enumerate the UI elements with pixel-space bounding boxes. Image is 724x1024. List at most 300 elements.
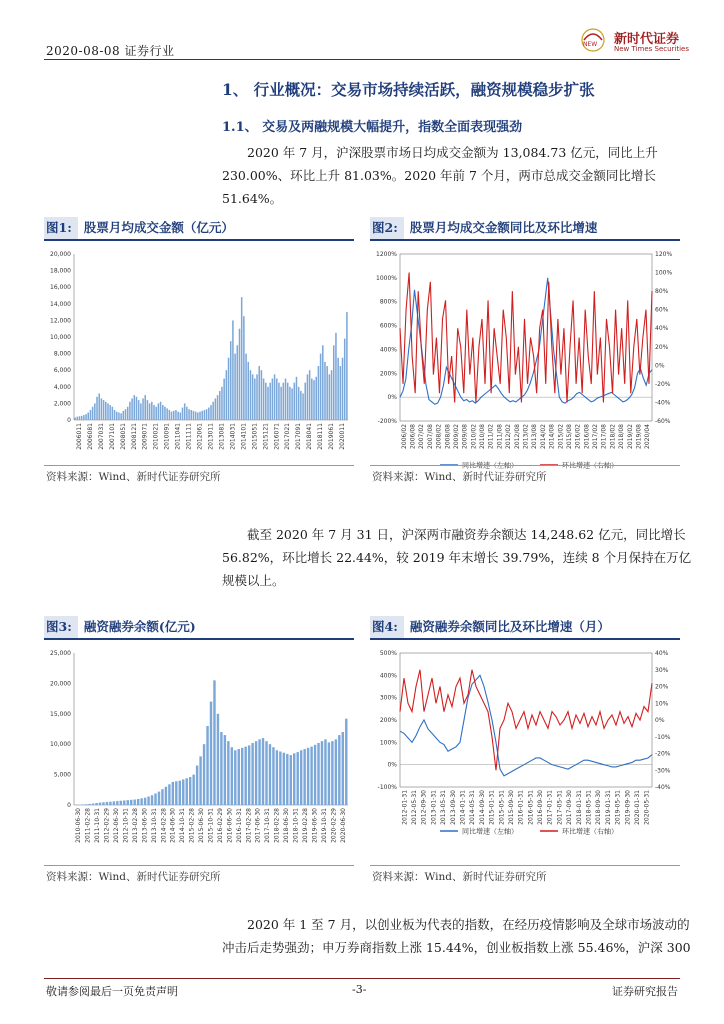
bar bbox=[147, 796, 149, 805]
bar bbox=[175, 781, 177, 805]
bar bbox=[321, 741, 323, 805]
bar bbox=[87, 413, 89, 420]
x-tick-label: 2008/08 bbox=[444, 424, 452, 449]
x-tick-label: 2018-09-30 bbox=[595, 790, 603, 825]
bar bbox=[226, 370, 228, 420]
bar bbox=[206, 726, 208, 805]
bar bbox=[107, 403, 109, 420]
x-tick-label: 2017-09-30 bbox=[566, 790, 574, 825]
bar bbox=[102, 802, 104, 805]
x-tick-label: 2016/08 bbox=[583, 424, 591, 449]
bar bbox=[186, 778, 188, 805]
page-number: -3- bbox=[352, 983, 367, 996]
bar bbox=[184, 403, 186, 420]
x-tick-label: 2018/02 bbox=[609, 424, 617, 449]
x-tick-label: 2019-01-31 bbox=[604, 790, 612, 825]
x-tick-label: 2012/02 bbox=[505, 424, 513, 449]
x-tick-label: 2014-01-31 bbox=[459, 790, 467, 825]
bar bbox=[105, 402, 107, 420]
bar bbox=[286, 754, 288, 805]
bar bbox=[188, 409, 190, 420]
bar bbox=[172, 782, 174, 805]
bar bbox=[173, 411, 175, 420]
right-axis-tick-label: 100% bbox=[655, 269, 673, 277]
x-tick-label: 2019/08 bbox=[635, 424, 643, 449]
x-tick-label: 2007/02 bbox=[418, 424, 426, 449]
x-tick-label: 2017-01-31 bbox=[546, 790, 554, 825]
bar bbox=[267, 387, 269, 420]
bar bbox=[98, 393, 100, 420]
bar bbox=[314, 745, 316, 805]
paragraph-index-performance: 2020 年 1 至 7 月，以创业板为代表的指数，在经历疫情影响及全球市场波动的冲击后走势强劲；申万券商指数上涨 15.44%，创业板指数上涨 55.46%，沪深 300 bbox=[222, 917, 691, 955]
bar bbox=[285, 379, 287, 421]
bar bbox=[300, 750, 302, 805]
left-axis-tick-label: 400% bbox=[379, 346, 397, 354]
bar bbox=[120, 801, 122, 805]
legend-mom-label: 环比增速（右轴） bbox=[562, 827, 618, 836]
bar bbox=[309, 370, 311, 420]
bar bbox=[241, 297, 243, 420]
y-tick-label: 14,000 bbox=[50, 300, 71, 308]
bar bbox=[162, 405, 164, 420]
logo-english-name: New Times Securities bbox=[614, 45, 689, 53]
yoy-growth-line bbox=[400, 675, 652, 776]
y-tick-label: 20,000 bbox=[50, 251, 71, 258]
y-tick-label: 4,000 bbox=[53, 383, 71, 391]
bar bbox=[241, 748, 243, 805]
bar bbox=[212, 402, 214, 420]
bar bbox=[85, 414, 87, 420]
x-tick-label: 2018/08 bbox=[618, 424, 626, 449]
x-tick-label: 2017091 bbox=[295, 423, 303, 450]
paragraph-trading-volume: 2020 年 7 月，沪深股票市场日均成交金额为 13,084.73 亿元，同比上升 230.00%、环比上升 81.03%。2020 年前 7 个月，两市总成交金额同比增长 51.64%。 bbox=[222, 145, 658, 206]
figure-1-number: 图1: bbox=[44, 217, 78, 239]
figure-1-source-rule bbox=[44, 465, 354, 466]
bar bbox=[112, 407, 114, 420]
y-tick-label: 12,000 bbox=[50, 317, 71, 325]
right-axis-tick-label: 40% bbox=[655, 325, 669, 333]
y-tick-label: 0 bbox=[67, 417, 71, 424]
x-tick-label: 2020-01-31 bbox=[633, 790, 641, 825]
figure-2-header bbox=[370, 217, 680, 241]
x-tick-label: 2015-06-30 bbox=[198, 808, 206, 843]
y-tick-label: 2,000 bbox=[53, 400, 71, 408]
left-axis-tick-label: 300% bbox=[379, 694, 397, 702]
bar bbox=[213, 680, 215, 805]
x-tick-label: 2013-01-31 bbox=[430, 790, 438, 825]
bar bbox=[94, 403, 96, 420]
bar bbox=[258, 739, 260, 805]
figure-2-source-rule bbox=[370, 465, 680, 466]
bar bbox=[322, 345, 324, 420]
bar bbox=[326, 366, 328, 420]
bar bbox=[208, 408, 210, 420]
bar bbox=[289, 387, 291, 420]
x-tick-label: 2015121 bbox=[262, 423, 270, 450]
bar bbox=[160, 402, 162, 420]
bar bbox=[228, 358, 230, 420]
right-axis-tick-label: -40% bbox=[655, 784, 671, 791]
x-tick-label: 2017/08 bbox=[600, 424, 608, 449]
x-tick-label: 2008/02 bbox=[435, 424, 443, 449]
bar bbox=[276, 750, 278, 805]
bar bbox=[142, 398, 144, 420]
right-axis-tick-label: -20% bbox=[655, 750, 671, 758]
x-tick-label: 2012061 bbox=[196, 423, 204, 450]
footer-divider bbox=[44, 978, 680, 979]
x-tick-label: 2007031 bbox=[97, 423, 105, 450]
bar bbox=[74, 418, 76, 420]
x-tick-label: 2017-10-31 bbox=[264, 808, 272, 843]
bar bbox=[153, 405, 155, 420]
bar bbox=[169, 410, 171, 420]
bar bbox=[274, 374, 276, 420]
bar bbox=[199, 412, 201, 420]
bar bbox=[204, 410, 206, 420]
bar bbox=[109, 405, 111, 420]
x-tick-label: 2015-01-31 bbox=[488, 790, 496, 825]
x-tick-label: 2008121 bbox=[130, 423, 138, 450]
x-tick-label: 2012-02-29 bbox=[103, 808, 111, 843]
bar bbox=[310, 747, 312, 805]
left-axis-tick-label: 1000% bbox=[376, 274, 397, 282]
figure-4-source: 资料来源：Wind、新时代证券研究所 bbox=[372, 871, 547, 883]
x-tick-label: 2012/08 bbox=[513, 424, 521, 449]
bar bbox=[262, 738, 264, 805]
x-tick-label: 2013-05-31 bbox=[440, 790, 448, 825]
bar bbox=[313, 380, 315, 420]
x-tick-label: 2009/08 bbox=[461, 424, 469, 449]
bar bbox=[232, 320, 234, 420]
bar bbox=[191, 410, 193, 420]
figure-2-number: 图2: bbox=[370, 217, 404, 239]
bar bbox=[224, 735, 226, 805]
bar bbox=[193, 411, 195, 420]
bar bbox=[79, 416, 81, 420]
x-tick-label: 2018-06-30 bbox=[283, 808, 291, 843]
bar bbox=[317, 743, 319, 805]
bar bbox=[88, 804, 90, 805]
x-tick-label: 2011-02-28 bbox=[84, 808, 92, 843]
bar bbox=[280, 387, 282, 420]
x-tick-label: 2018-10-31 bbox=[292, 808, 300, 843]
bar bbox=[261, 370, 263, 420]
x-tick-label: 2019-02-28 bbox=[301, 808, 309, 843]
y-tick-label: 5,000 bbox=[53, 771, 71, 779]
x-tick-label: 2015-02-28 bbox=[188, 808, 196, 843]
bar bbox=[161, 789, 163, 805]
bar bbox=[307, 748, 309, 805]
bar bbox=[123, 411, 125, 420]
x-tick-label: 2011/02 bbox=[487, 424, 495, 449]
bar bbox=[231, 747, 233, 805]
legend-yoy-label: 同比增速（左轴） bbox=[462, 827, 518, 836]
figure-2-rule bbox=[370, 239, 680, 241]
bar bbox=[220, 732, 222, 805]
x-tick-label: 2014031 bbox=[229, 423, 237, 450]
x-tick-label: 2006081 bbox=[86, 423, 94, 450]
bar bbox=[144, 395, 146, 420]
figure-2-source: 资料来源：Wind、新时代证券研究所 bbox=[372, 471, 547, 483]
bar bbox=[245, 354, 247, 420]
bar bbox=[250, 370, 252, 420]
x-tick-label: 2006011 bbox=[75, 423, 83, 450]
bar bbox=[300, 391, 302, 420]
x-tick-label: 2016-10-31 bbox=[235, 808, 243, 843]
bar bbox=[217, 714, 219, 805]
x-tick-label: 2018111 bbox=[317, 423, 325, 450]
footer-disclaimer: 敬请参阅最后一页免责声明 bbox=[46, 985, 178, 998]
x-tick-label: 2018-02-28 bbox=[273, 808, 281, 843]
bar bbox=[116, 801, 118, 805]
section-title: 1、 行业概况：交易市场持续活跃，融资规模稳步扩张 bbox=[222, 80, 595, 99]
bar bbox=[90, 410, 92, 420]
bar bbox=[189, 777, 191, 805]
bar bbox=[155, 407, 157, 420]
bar bbox=[83, 415, 85, 420]
bar bbox=[197, 413, 199, 420]
bar bbox=[125, 409, 127, 420]
y-tick-label: 0 bbox=[67, 802, 71, 809]
bar bbox=[118, 413, 120, 420]
bar bbox=[217, 395, 219, 420]
bar bbox=[201, 411, 203, 420]
x-tick-label: 2019-10-31 bbox=[320, 808, 328, 843]
x-tick-label: 2018-01-31 bbox=[575, 790, 583, 825]
bar bbox=[251, 743, 253, 805]
bar bbox=[134, 395, 136, 420]
x-tick-label: 2007101 bbox=[108, 423, 116, 450]
bar bbox=[137, 799, 139, 805]
right-axis-tick-label: -40% bbox=[655, 399, 671, 407]
bar bbox=[177, 412, 179, 420]
paragraph-margin-balance: 截至 2020 年 7 月 31 日，沪深两市融资券余额达 14,248.62 亿元，同比增长 56.82%，环比增长 22.44%，较 2019 年末增长 39.79%，连续 8 个月保持在万亿规模以上。 bbox=[222, 527, 692, 588]
bar bbox=[238, 749, 240, 805]
x-tick-label: 2013-10-31 bbox=[150, 808, 158, 843]
bar bbox=[215, 398, 217, 420]
left-axis-tick-label: 600% bbox=[379, 322, 397, 330]
x-tick-label: 2015-10-31 bbox=[207, 808, 215, 843]
x-tick-label: 2010021 bbox=[152, 423, 160, 450]
left-axis-tick-label: 200% bbox=[379, 370, 397, 378]
bar bbox=[99, 803, 101, 805]
right-axis-tick-label: 120% bbox=[655, 251, 673, 258]
x-tick-label: 2019-05-31 bbox=[614, 790, 622, 825]
right-axis-tick-label: 30% bbox=[655, 666, 669, 674]
x-tick-label: 2014-10-31 bbox=[179, 808, 187, 843]
bar bbox=[92, 803, 94, 805]
bar bbox=[248, 745, 250, 805]
bar bbox=[252, 374, 254, 420]
bar bbox=[106, 802, 108, 805]
bar bbox=[133, 800, 135, 805]
bar bbox=[331, 741, 333, 805]
bar bbox=[329, 374, 331, 420]
bar bbox=[346, 312, 348, 420]
bar bbox=[338, 735, 340, 805]
figure-1-source: 资料来源：Wind、新时代证券研究所 bbox=[46, 471, 221, 483]
bar bbox=[331, 370, 333, 420]
bar bbox=[192, 775, 194, 805]
bar bbox=[151, 795, 153, 805]
bar bbox=[168, 784, 170, 805]
y-tick-label: 20,000 bbox=[50, 680, 71, 688]
right-axis-tick-label: 40% bbox=[655, 650, 669, 657]
bar bbox=[320, 354, 322, 420]
bar bbox=[227, 741, 229, 805]
x-tick-label: 2013-09-30 bbox=[449, 790, 457, 825]
bar bbox=[199, 756, 201, 805]
x-tick-label: 2016-06-30 bbox=[226, 808, 234, 843]
bar bbox=[175, 410, 177, 420]
x-tick-label: 2016-01-31 bbox=[517, 790, 525, 825]
bar bbox=[311, 379, 313, 421]
x-tick-label: 2014-09-30 bbox=[478, 790, 486, 825]
bar bbox=[219, 391, 221, 420]
bar bbox=[109, 802, 111, 805]
chart-margin-growth bbox=[370, 645, 680, 860]
mom-growth-line bbox=[400, 273, 652, 403]
bar bbox=[85, 804, 87, 805]
figure-3-header bbox=[44, 616, 354, 640]
bar bbox=[342, 732, 344, 805]
x-tick-label: 2014/02 bbox=[539, 424, 547, 449]
x-tick-label: 2017021 bbox=[284, 423, 292, 450]
bar bbox=[324, 739, 326, 805]
x-tick-label: 2014-06-30 bbox=[169, 808, 177, 843]
left-axis-tick-label: 0% bbox=[387, 761, 397, 769]
header-date-category: 2020-08-08 证券行业 bbox=[46, 44, 175, 58]
x-tick-label: 2014/08 bbox=[548, 424, 556, 449]
y-tick-label: 18,000 bbox=[50, 267, 71, 275]
bar bbox=[287, 383, 289, 420]
figure-3-rule bbox=[44, 638, 354, 640]
x-tick-label: 2012-10-31 bbox=[122, 808, 130, 843]
x-tick-label: 2013081 bbox=[218, 423, 226, 450]
bar bbox=[307, 374, 309, 420]
bar bbox=[272, 747, 274, 805]
x-tick-label: 2019061 bbox=[328, 423, 336, 450]
bar bbox=[140, 798, 142, 805]
x-tick-label: 2015-05-31 bbox=[498, 790, 506, 825]
svg-text:NEW: NEW bbox=[583, 41, 598, 48]
bar bbox=[230, 341, 232, 420]
bar bbox=[272, 379, 274, 421]
x-tick-label: 2016-02-29 bbox=[216, 808, 224, 843]
figure-3-number: 图3: bbox=[44, 616, 78, 638]
bar bbox=[345, 719, 347, 805]
x-tick-label: 2014-02-28 bbox=[160, 808, 168, 843]
bar bbox=[237, 345, 239, 420]
bar bbox=[180, 413, 182, 420]
bar bbox=[116, 412, 118, 420]
bar bbox=[335, 739, 337, 805]
bar bbox=[258, 366, 260, 420]
bar bbox=[344, 339, 346, 420]
x-tick-label: 2017-05-31 bbox=[556, 790, 564, 825]
bar bbox=[210, 702, 212, 805]
bar bbox=[243, 316, 245, 420]
bar bbox=[182, 408, 184, 420]
bar bbox=[254, 379, 256, 421]
bar bbox=[298, 387, 300, 420]
mom-growth-line bbox=[400, 670, 652, 771]
bar bbox=[335, 333, 337, 420]
left-axis-tick-label: 100% bbox=[379, 739, 397, 747]
x-tick-label: 2015/08 bbox=[565, 424, 573, 449]
bar bbox=[265, 383, 267, 420]
bar bbox=[149, 403, 151, 420]
x-tick-label: 2020/04 bbox=[644, 424, 652, 449]
figure-1-rule bbox=[44, 239, 354, 241]
y-tick-label: 8,000 bbox=[53, 350, 71, 358]
x-tick-label: 2010-06-30 bbox=[75, 808, 83, 843]
right-axis-tick-label: 80% bbox=[655, 288, 669, 296]
x-tick-label: 2011/08 bbox=[496, 424, 504, 449]
bar bbox=[328, 742, 330, 805]
left-axis-tick-label: -100% bbox=[377, 784, 397, 791]
bar bbox=[283, 383, 285, 420]
bar bbox=[95, 803, 97, 805]
x-tick-label: 2014-05-31 bbox=[469, 790, 477, 825]
right-axis-tick-label: -60% bbox=[655, 418, 671, 425]
y-tick-label: 10,000 bbox=[50, 741, 71, 749]
right-axis-tick-label: 0% bbox=[655, 362, 665, 370]
bar bbox=[179, 781, 181, 805]
bar bbox=[283, 753, 285, 805]
y-tick-label: 25,000 bbox=[50, 650, 71, 657]
right-axis-tick-label: 20% bbox=[655, 343, 669, 351]
x-tick-label: 2011111 bbox=[185, 423, 193, 450]
x-tick-label: 2011041 bbox=[174, 423, 182, 450]
bar bbox=[136, 397, 138, 420]
bar bbox=[130, 800, 132, 805]
left-axis-tick-label: 400% bbox=[379, 672, 397, 680]
bar bbox=[315, 377, 317, 420]
figure-1-header bbox=[44, 217, 354, 241]
subsection-title: 1.1、 交易及两融规模大幅提升，指数全面表现强劲 bbox=[222, 120, 523, 135]
x-tick-label: 2009/02 bbox=[452, 424, 460, 449]
figure-4-rule bbox=[370, 638, 680, 640]
bar bbox=[256, 374, 258, 420]
y-tick-label: 6,000 bbox=[53, 367, 71, 375]
bar bbox=[223, 379, 225, 421]
bar bbox=[324, 362, 326, 420]
bar bbox=[291, 388, 293, 420]
bar bbox=[239, 329, 241, 420]
bar bbox=[158, 403, 160, 420]
bar bbox=[120, 413, 122, 420]
x-tick-label: 2010091 bbox=[163, 423, 171, 450]
bar bbox=[302, 393, 304, 420]
bar bbox=[164, 407, 166, 420]
x-tick-label: 2016/02 bbox=[574, 424, 582, 449]
left-axis-tick-label: 800% bbox=[379, 298, 397, 306]
logo-chinese-name: 新时代证券 bbox=[614, 32, 680, 47]
chart-turnover-growth bbox=[370, 246, 680, 462]
bar bbox=[127, 800, 129, 805]
bar bbox=[103, 400, 105, 420]
x-tick-label: 2007/08 bbox=[426, 424, 434, 449]
x-tick-label: 2013/02 bbox=[522, 424, 530, 449]
bar bbox=[248, 362, 250, 420]
x-tick-label: 2013/08 bbox=[531, 424, 539, 449]
x-tick-label: 2012-05-31 bbox=[411, 790, 419, 825]
bar bbox=[234, 750, 236, 805]
bar bbox=[129, 402, 131, 420]
bar bbox=[269, 383, 271, 420]
x-tick-label: 2006/08 bbox=[409, 424, 417, 449]
